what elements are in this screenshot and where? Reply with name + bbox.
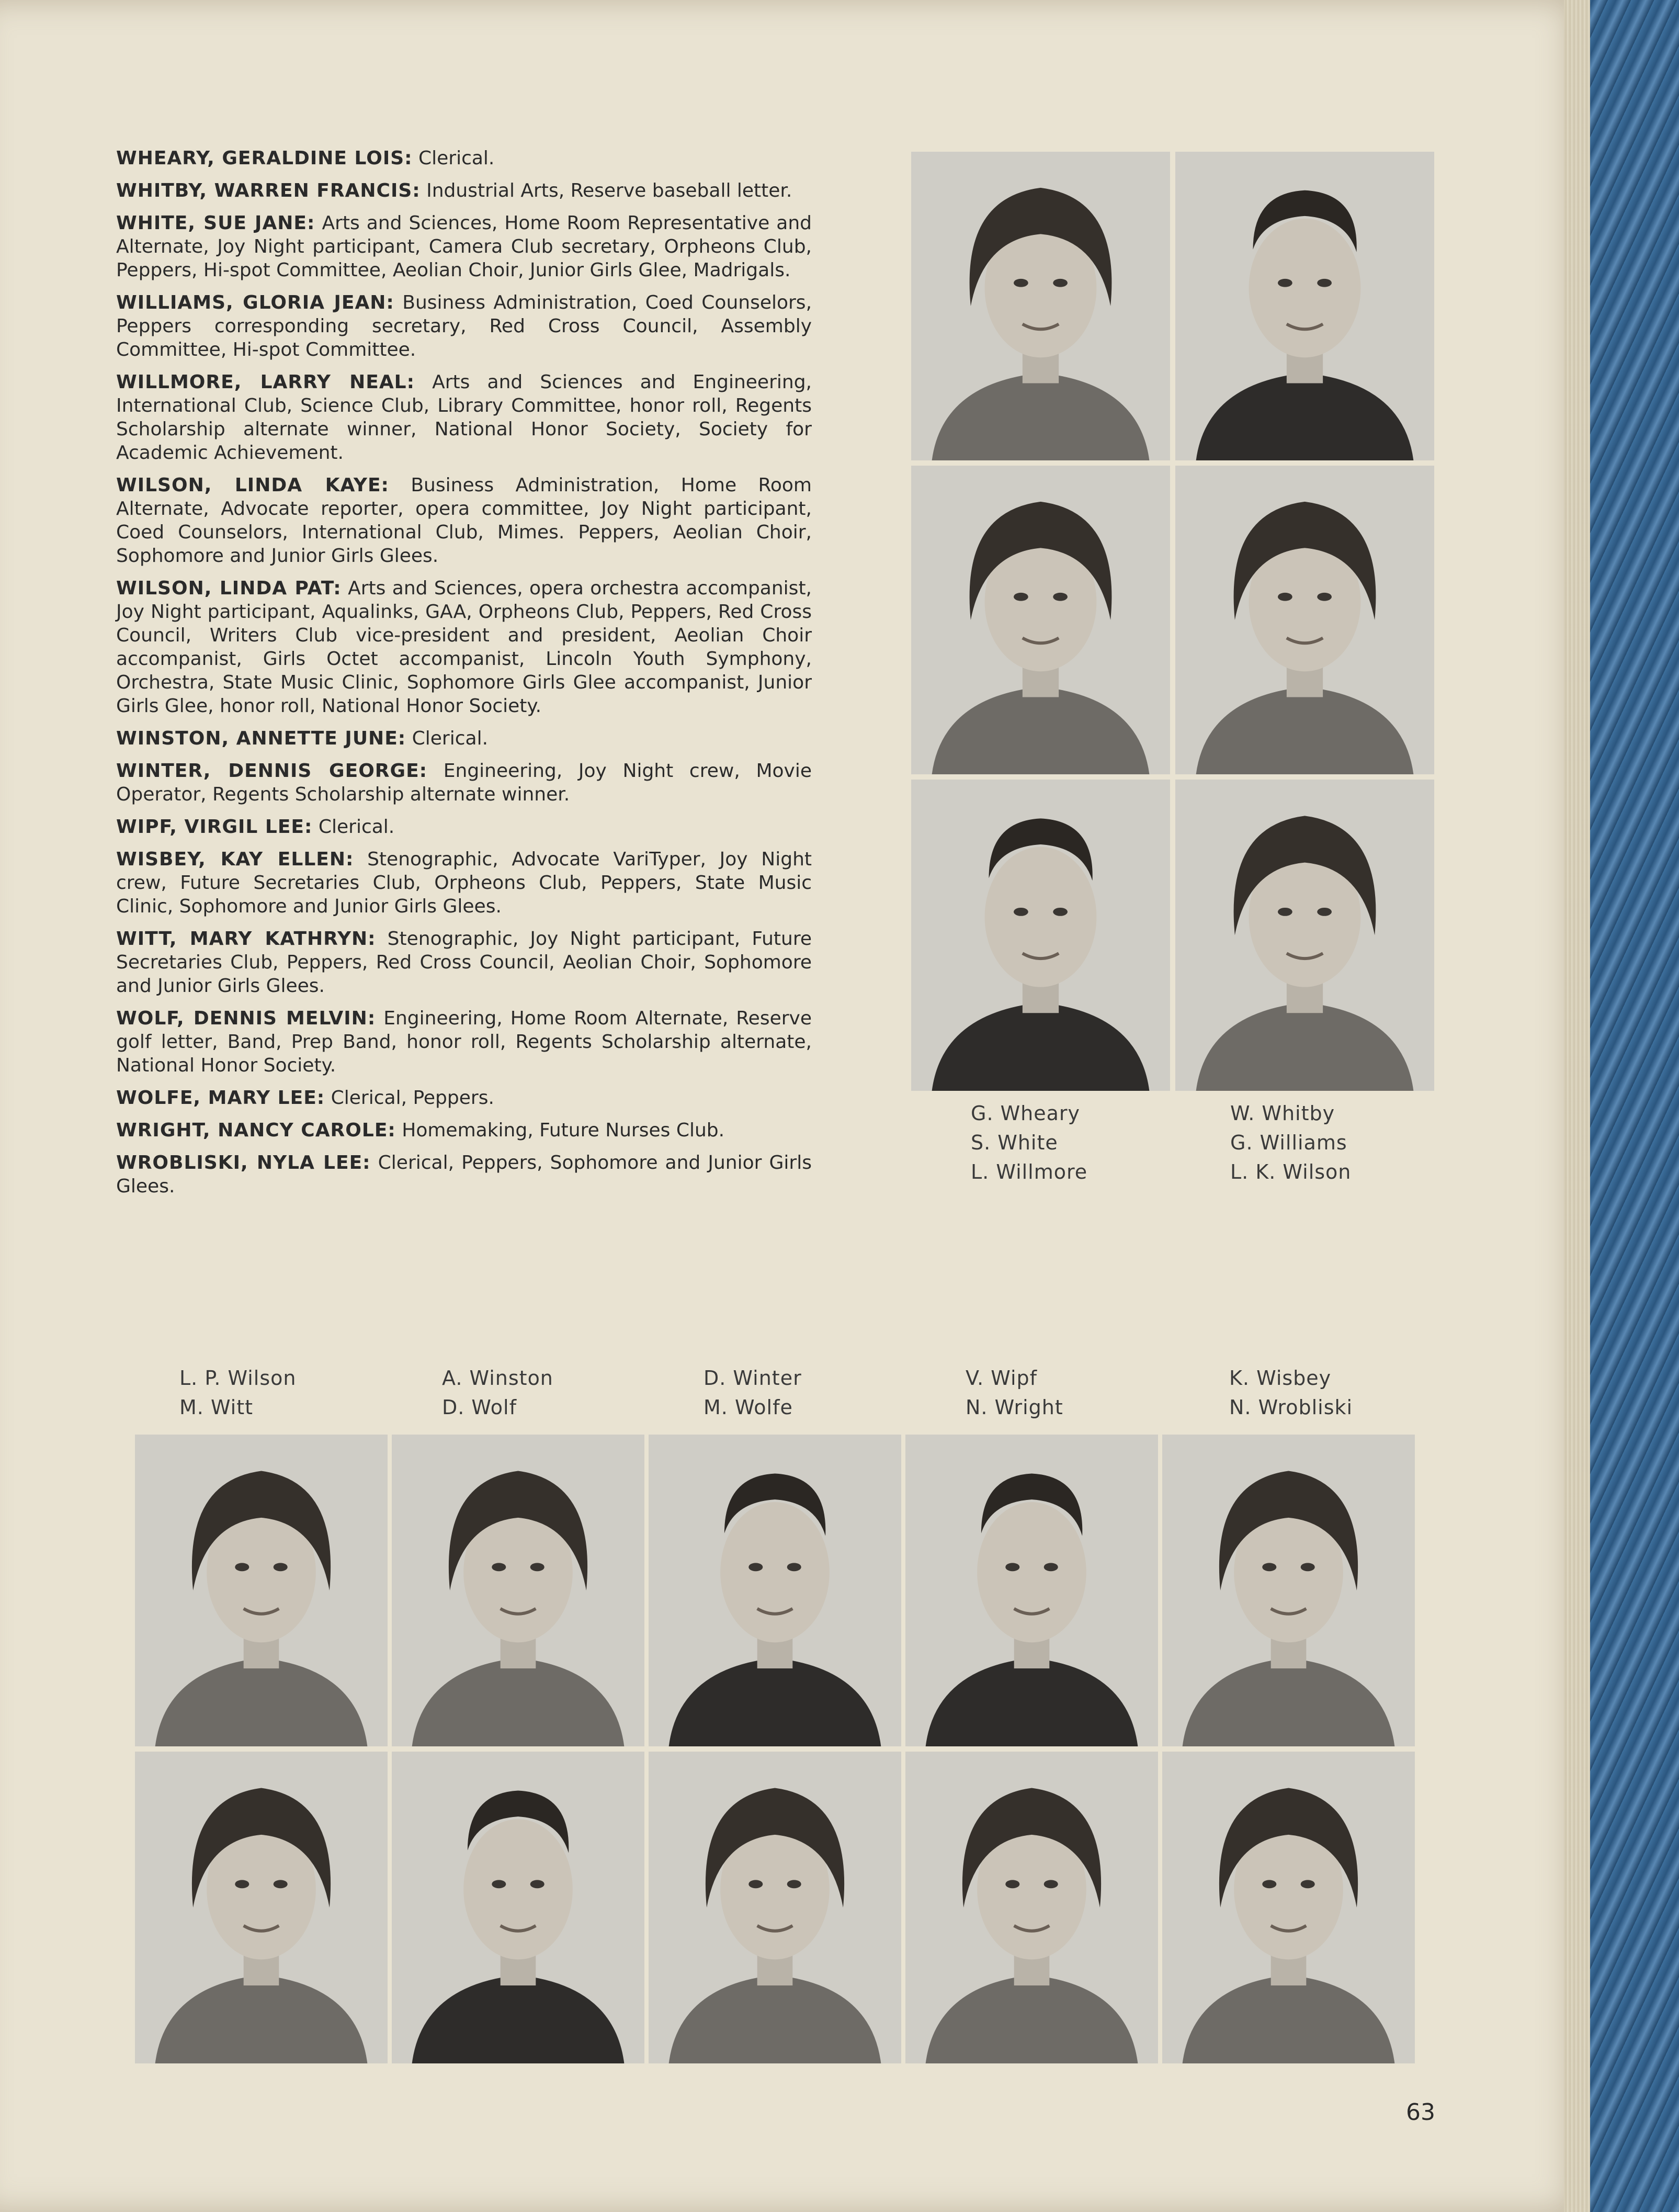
entry-wilson-lp bbox=[116, 577, 812, 718]
portrait-photo bbox=[135, 1435, 388, 1746]
caption-name: L. P. Wilson bbox=[179, 1367, 297, 1390]
bottom-caption-col-4 bbox=[966, 1363, 1063, 1422]
entry-name: WHEARY, GERALDINE LOIS: bbox=[116, 148, 413, 169]
entry-name: WROBLISKI, NYLA LEE: bbox=[116, 1152, 371, 1173]
bottom-caption-col-1 bbox=[179, 1363, 296, 1422]
portrait-captions-right bbox=[1230, 1099, 1351, 1187]
portrait-photo bbox=[1162, 1752, 1415, 2063]
caption-name: N. Wrobliski bbox=[1229, 1396, 1353, 1419]
entry-wheary bbox=[116, 146, 812, 170]
entry-name: WILSON, LINDA PAT: bbox=[116, 578, 342, 599]
entry-text: Arts and Sciences, Home Room Representative and Alternate, Joy Night participant, Camera Club secretary, Orpheons Club, Peppers, Hi-spot Committee, Aeolian Choir, Junior Girls Glee, Madrigals. bbox=[116, 212, 812, 281]
entry-name: WISBEY, KAY ELLEN: bbox=[116, 849, 354, 870]
entry-wright bbox=[116, 1119, 812, 1142]
portrait-photo bbox=[911, 152, 1170, 460]
entry-name: WILSON, LINDA KAYE: bbox=[116, 475, 389, 496]
portrait-photo bbox=[905, 1435, 1158, 1746]
entry-name: WITT, MARY KATHRYN: bbox=[116, 928, 376, 950]
entry-text: Clerical. bbox=[412, 148, 495, 169]
entry-text: Business Administration, Home Room Alternate, Advocate reporter, opera committee, Joy Night participant, Coed Counselors, International Club, Mimes. Peppers, Aeolian Choir, Sophomore and Junior Girls Glees. bbox=[116, 475, 812, 567]
portrait-photo bbox=[1175, 466, 1434, 774]
entry-text: Clerical, Peppers. bbox=[325, 1087, 494, 1109]
caption-name: D. Winter bbox=[704, 1367, 802, 1390]
entry-text: Clerical, Peppers, Sophomore and Junior Girls Glees. bbox=[116, 1152, 812, 1197]
entry-name: WRIGHT, NANCY CAROLE: bbox=[116, 1120, 396, 1141]
senior-entries-list bbox=[116, 146, 812, 1207]
entry-name: WOLF, DENNIS MELVIN: bbox=[116, 1008, 376, 1029]
portrait-photo bbox=[905, 1752, 1158, 2063]
entry-name: WHITE, SUE JANE: bbox=[116, 212, 315, 234]
entry-wipf bbox=[116, 815, 812, 839]
portrait-photo bbox=[1162, 1435, 1415, 1746]
entry-williams bbox=[116, 291, 812, 362]
bottom-caption-col-5 bbox=[1229, 1363, 1353, 1422]
entry-text: Business Administration, Coed Counselors, Peppers corresponding secretary, Red Cross Council, Assembly Committee, Hi-spot Committee. bbox=[116, 292, 812, 360]
portrait-photo bbox=[135, 1752, 388, 2063]
portrait-photo bbox=[911, 466, 1170, 774]
portrait-photo bbox=[911, 780, 1170, 1091]
entry-wolfe bbox=[116, 1086, 812, 1110]
caption-name: L. K. Wilson bbox=[1230, 1160, 1352, 1183]
caption-name: M. Wolfe bbox=[704, 1396, 793, 1419]
portrait-photo bbox=[649, 1435, 901, 1746]
entry-name: WOLFE, MARY LEE: bbox=[116, 1087, 325, 1109]
caption-name: M. Witt bbox=[179, 1396, 254, 1419]
book-cover-edge bbox=[1585, 0, 1679, 2212]
page-number: 63 bbox=[1406, 2099, 1435, 2126]
entry-name: WINSTON, ANNETTE JUNE: bbox=[116, 728, 406, 749]
caption-name: A. Winston bbox=[442, 1367, 553, 1390]
entry-name: WHITBY, WARREN FRANCIS: bbox=[116, 180, 421, 201]
portrait-grid-top bbox=[911, 152, 1434, 1091]
entry-winter bbox=[116, 759, 812, 806]
entry-text: Engineering, Joy Night crew, Movie Operator, Regents Scholarship alternate winner. bbox=[116, 760, 812, 805]
entry-white bbox=[116, 211, 812, 282]
caption-name: G. Wheary bbox=[971, 1102, 1081, 1125]
entry-text: Arts and Sciences, opera orchestra accompanist, Joy Night participant, Aqualinks, GAA, Orpheons Club, Peppers, Red Cross Council, Writers Club vice-president and president, Aeolian Choir accompanist, Girls Octet accompanist, Lincoln Youth Symphony, Orchestra, State Music Clinic, Sophomore Girls Glee accompanist, Junior Girls Glee, honor roll, National Honor Society. bbox=[116, 578, 812, 717]
bottom-caption-col-2 bbox=[442, 1363, 553, 1422]
entry-wisbey bbox=[116, 848, 812, 918]
portrait-photo bbox=[1175, 780, 1434, 1091]
entry-wrobliski bbox=[116, 1151, 812, 1198]
entry-text: Homemaking, Future Nurses Club. bbox=[395, 1120, 725, 1141]
caption-name: D. Wolf bbox=[442, 1396, 517, 1419]
entry-text: Stenographic, Advocate VariTyper, Joy Night crew, Future Secretaries Club, Orpheons Club, Peppers, State Music Clinic, Sophomore and Junior Girls Glees. bbox=[116, 849, 812, 917]
caption-name: V. Wipf bbox=[966, 1367, 1038, 1390]
entry-name: WILLMORE, LARRY NEAL: bbox=[116, 371, 415, 393]
caption-name: K. Wisbey bbox=[1229, 1367, 1332, 1390]
entry-text: Clerical. bbox=[312, 816, 395, 838]
entry-winston bbox=[116, 727, 812, 750]
entry-text: Arts and Sciences and Engineering, International Club, Science Club, Library Committee, honor roll, Regents Scholarship alternate winner, National Honor Society, Society for Academic Achievement. bbox=[116, 371, 812, 464]
entry-text: Engineering, Home Room Alternate, Reserve golf letter, Band, Prep Band, honor roll, Regents Scholarship alternate, National Honor Society. bbox=[116, 1008, 812, 1076]
caption-name: N. Wright bbox=[966, 1396, 1063, 1419]
portrait-photo bbox=[1175, 152, 1434, 460]
entry-name: WINTER, DENNIS GEORGE: bbox=[116, 760, 428, 782]
entry-wilson-lk bbox=[116, 473, 812, 568]
caption-name: G. Williams bbox=[1230, 1131, 1347, 1154]
portrait-captions-left bbox=[971, 1099, 1087, 1187]
portrait-photo bbox=[392, 1435, 644, 1746]
portrait-grid-bottom bbox=[135, 1435, 1419, 2065]
entry-text: Industrial Arts, Reserve baseball letter. bbox=[420, 180, 792, 201]
entry-whitby bbox=[116, 179, 812, 202]
entry-text: Stenographic, Joy Night participant, Future Secretaries Club, Peppers, Red Cross Council, Aeolian Choir, Sophomore and Junior Girls Glees. bbox=[116, 928, 812, 997]
entry-text: Clerical. bbox=[406, 728, 489, 749]
entry-witt bbox=[116, 927, 812, 998]
caption-name: W. Whitby bbox=[1230, 1102, 1335, 1125]
bottom-caption-col-3 bbox=[704, 1363, 802, 1422]
portrait-photo bbox=[392, 1752, 644, 2063]
portrait-photo bbox=[649, 1752, 901, 2063]
entry-name: WIPF, VIRGIL LEE: bbox=[116, 816, 313, 838]
caption-name: S. White bbox=[971, 1131, 1058, 1154]
entry-wolf bbox=[116, 1007, 812, 1077]
page-stack-edge bbox=[1564, 0, 1590, 2212]
entry-name: WILLIAMS, GLORIA JEAN: bbox=[116, 292, 394, 313]
entry-willmore bbox=[116, 370, 812, 465]
caption-name: L. Willmore bbox=[971, 1160, 1088, 1183]
